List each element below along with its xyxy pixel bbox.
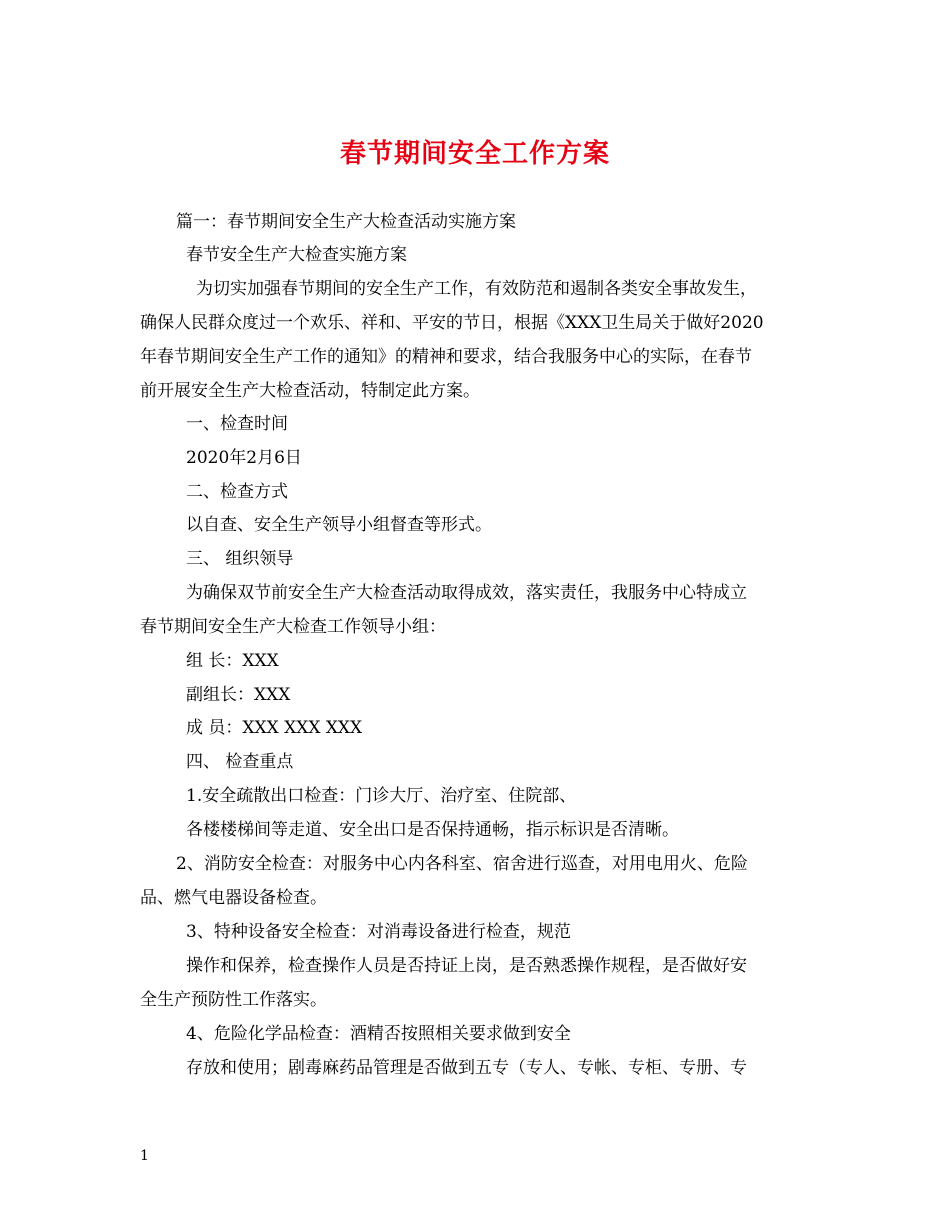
text-line: 品、燃气电器设备检查。 [140,888,327,908]
section-heading: 四、 检查重点 [186,752,294,772]
text-line: 副组长：XXX [186,685,291,705]
text-line: 各楼楼梯间等走道、安全出口是否保持通畅，指示标识是否清晰。 [186,820,679,840]
text-line: 3、特种设备安全检查：对消毒设备进行检查，规范 [186,922,571,942]
text-line: 操作和保养，检查操作人员是否持证上岗，是否熟悉操作规程，是否做好安 [186,956,747,976]
text-line: 春节期间安全生产大检查工作领导小组： [140,617,446,637]
page-number: 1 [140,1148,149,1164]
text-line: 4、危险化学品检查：酒精否按照相关要求做到安全 [186,1024,571,1044]
text-line: 全生产预防性工作落实。 [140,990,327,1010]
text-line: 以自查、安全生产领导小组督查等形式。 [186,515,492,535]
section-heading: 三、 组织领导 [186,549,294,569]
text-line: 篇一：春节期间安全生产大检查活动实施方案 [176,212,516,232]
text-line: 2020年2月6日 [186,448,302,468]
text-line: 年春节期间安全生产工作的通知》的精神和要求，结合我服务中心的实际，在春节 [140,347,752,367]
text-line: 存放和使用；剧毒麻药品管理是否做到五专（专人、专帐、专柜、专册、专 [186,1058,747,1078]
text-line: 前开展安全生产大检查活动，特制定此方案。 [140,381,480,401]
document-title: 春节期间安全工作方案 [339,139,610,169]
text-line: 确保人民群众度过一个欢乐、祥和、平安的节日，根据《XXX卫生局关于做好2020 [140,313,764,333]
text-line: 为确保双节前安全生产大检查活动取得成效，落实责任，我服务中心特成立 [186,583,747,603]
text-line: 春节安全生产大检查实施方案 [186,245,407,265]
text-line: 2、消防安全检查：对服务中心内各科室、宿舍进行巡查，对用电用火、危险 [176,854,748,874]
text-line: 成 员：XXX XXX XXX [186,718,363,738]
section-heading: 一、检查时间 [186,414,288,434]
text-line: 组 长：XXX [186,651,279,671]
section-heading: 二、检查方式 [186,482,288,502]
text-line: 为切实加强春节期间的安全生产工作，有效防范和遏制各类安全事故发生， [196,279,757,299]
text-line: 1.安全疏散出口检查：门诊大厅、治疗室、住院部、 [186,786,577,806]
